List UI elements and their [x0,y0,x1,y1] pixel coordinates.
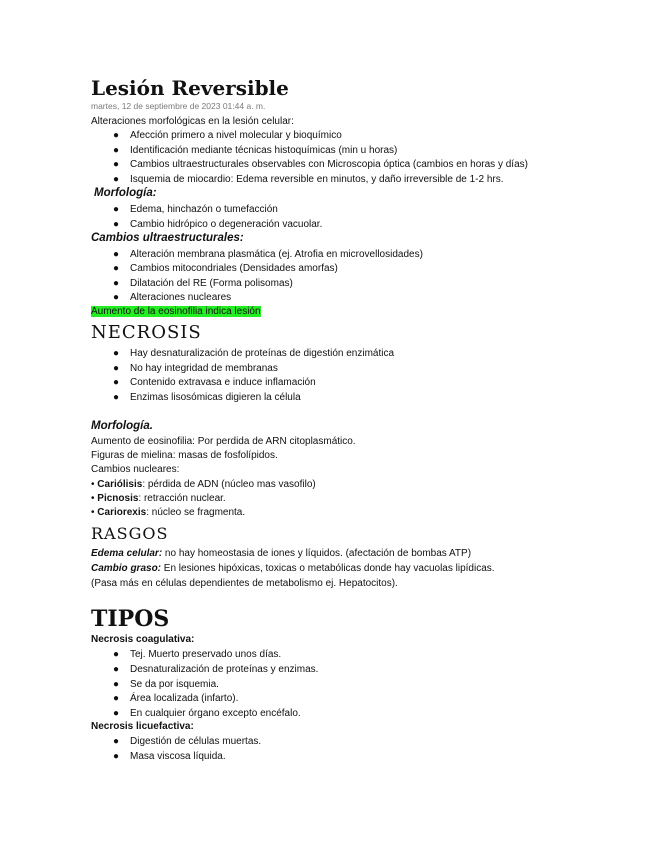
intro-text: Alteraciones morfológicas en la lesión celular: [91,116,294,127]
necrosis-heading: NECROSIS [91,322,202,343]
paragraph-line: Aumento de eosinofilia: Por perdida de ARN citoplasmático. [91,436,356,447]
cambio-line-2: (Pasa más en células dependientes de metabolismo ej. Hepatocitos). [91,578,398,589]
nuclear-item: • Cariólisis: pérdida de ADN (núcleo mas vasofilo) [91,479,316,490]
tipos-heading: TIPOS [91,606,170,632]
cambio-line: Cambio graso: En lesiones hipóxicas, toxicas o metabólicas donde hay vacuolas lipídicas. [91,563,495,574]
morfologia-heading: Morfología: [94,187,157,199]
note-date: martes, 12 de septiembre de 2023 01:44 a. m. [91,101,266,111]
nuclear-item: • Cariorexis: núcleo se fragmenta. [91,507,246,518]
note-page: Lesión Reversible martes, 12 de septiembre de 2023 01:44 a. m. Alteraciones morfológicas en la lesión celular: ● Afección primero a nivel molecular y bioquímico ● Identificación mediante técnicas histoquímicas (min u horas) ● Cambios ultraestructurales observables con Microscopia óptica (cambios en horas y días) ● Isquemia de miocardio: Edema reversible en minutos, y daño irreversible de 1-2 hrs. Morfología: ● Edema, hinchazón o tumefacción ● Cambio hidrópico o degeneración vacuolar. Cambios ultraestructurales: ● Alteración membrana plasmática (ej. Atrofia en microvellosidades) ● Cambios mitocondriales (Densidades amorfas) ● Dilatación del RE (Forma polisomas) ● Alteraciones nucleares Aumento de la eosinofilia indica lesión NECROSIS ● Hay desnaturalización de proteínas de digestión enzimática ● No hay integridad de membranas ● Contenido extravasa e induce inflamación ● Enzimas lisosómicas digieren la célula Morfología. Aumento de eosinofilia: Por perdida de ARN citoplasmático. Figuras de mielina: masas de fosfolípidos. Cambios nucleares: • Cariólisis: pérdida de ADN (núcleo mas vasofilo) • Picnosis: retracción nuclear. • Cariorexis: núcleo se fragmenta. RASGOS Edema celular: no hay homeostasia de iones y líquidos. (afectación de bombas ATP) Cambio graso: En lesiones hipóxicas, toxicas o metabólicas donde hay vacuolas lipídicas. (Pasa más en células dependientes de metabolismo ej. Hepatocitos). TIPOS Necrosis coagulativa: ● Tej. Muerto preservado unos días. ● Desnaturalización de proteínas y enzimas. ● Se da por isquemia. ● Área localizada (infarto). ● En cualquier órgano excepto encéfalo. Necrosis licuefactiva: ● Digestión de células muertas. ● Masa viscosa líquida. [91,76,528,762]
ultra-heading: Cambios ultraestructurales: [91,232,244,244]
morfologia2-heading: Morfología. [91,420,153,432]
paragraph-line: Figuras de mielina: masas de fosfolípidos. [91,450,278,461]
highlighted-note [91,305,261,318]
coag-heading: Necrosis coagulativa: [91,634,195,645]
paragraph-line: Cambios nucleares: [91,464,180,475]
nuclear-item: • Picnosis: retracción nuclear. [91,493,226,504]
highlight-text: Aumento de la eosinofilia indica lesión [91,306,261,317]
licu-heading: Necrosis licuefactiva: [91,721,194,732]
edema-line: Edema celular: no hay homeostasia de iones y líquidos. (afectación de bombas ATP) [91,548,472,559]
page-title: Lesión Reversible [91,76,289,100]
rasgos-heading: RASGOS [91,524,169,543]
